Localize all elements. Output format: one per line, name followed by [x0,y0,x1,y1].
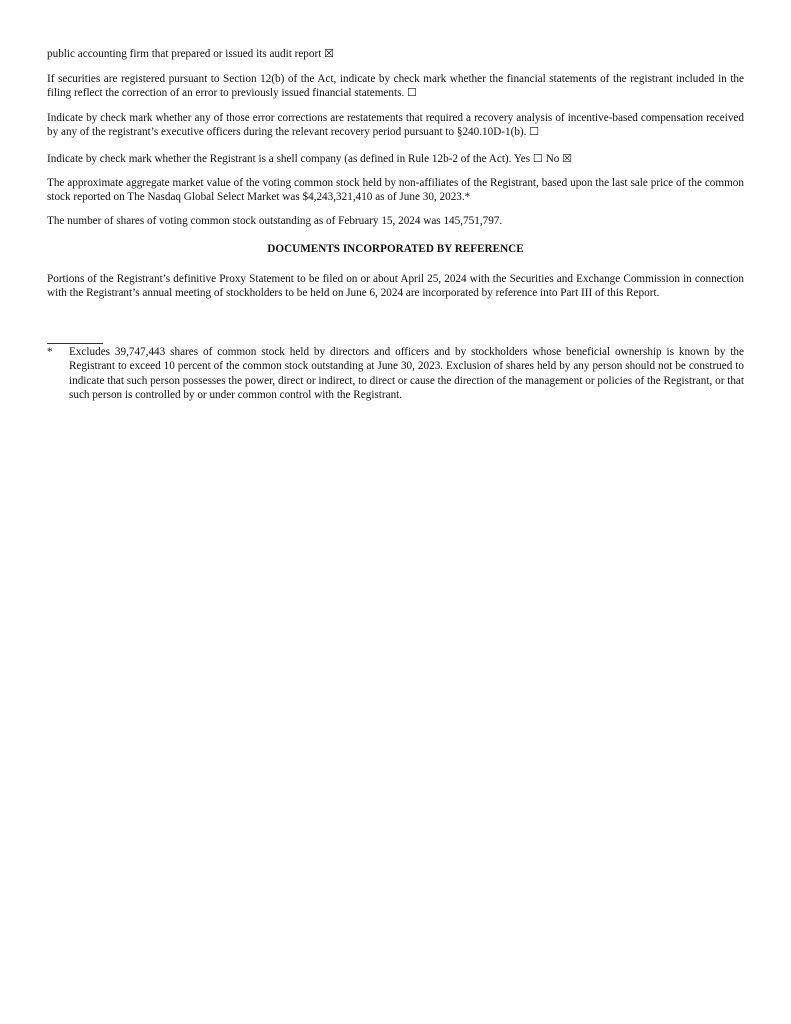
audit-report-checkbox-line: public accounting firm that prepared or issued its audit report ☒ [47,48,335,60]
footnote [47,345,744,403]
footnote-divider [47,343,103,344]
error-correction-paragraph: If securities are registered pursuant to Section 12(b) of the Act, indicate by check mark whether the financial statements of the registrant included in the filing reflect the correction of an error to previously issued financial statements. ☐ [47,73,744,100]
footnote-text: Excludes 39,747,443 shares of common stock held by directors and officers and by stockholders whose beneficial ownership is known by the Registrant to exceed 10 percent of the common stock outstanding at June 30, 2023. Exclusion of shares held by any person should not be construed to indicate that such person possesses the power, direct or indirect, to direct or cause the direction of the management or policies of the Registrant, or that such person is controlled by or under common control with the Registrant. [69,346,744,402]
proxy-statement-paragraph: Portions of the Registrant’s definitive Proxy Statement to be filed on or about April 25, 2024 with the Securities and Exchange Commission in connection with the Registrant’s annual meeting of stockholders to be held on June 6, 2024 are incorporated by reference into Part III of this Report. [47,273,744,300]
shares-outstanding-paragraph: The number of shares of voting common stock outstanding as of February 15, 2024 was 145,751,797. [47,215,503,227]
footnote-marker: * [47,346,53,358]
recovery-analysis-paragraph: Indicate by check mark whether any of those error corrections are restatements that required a recovery analysis of incentive-based compensation received by any of the registrant’s executive officers during the relevant recovery period pursuant to §240.10D-1(b). ☐ [47,112,744,139]
documents-incorporated-heading: DOCUMENTS INCORPORATED BY REFERENCE [267,243,524,255]
shell-company-paragraph: Indicate by check mark whether the Registrant is a shell company (as defined in Rule 12b-2 of the Act). Yes ☐ No ☒ [47,153,573,165]
market-value-paragraph: The approximate aggregate market value of the voting common stock held by non-affiliates of the Registrant, based upon the last sale price of the common stock reported on The Nasdaq Global Select Market was $4,243,321,410 as of June 30, 2023.* [47,177,744,204]
